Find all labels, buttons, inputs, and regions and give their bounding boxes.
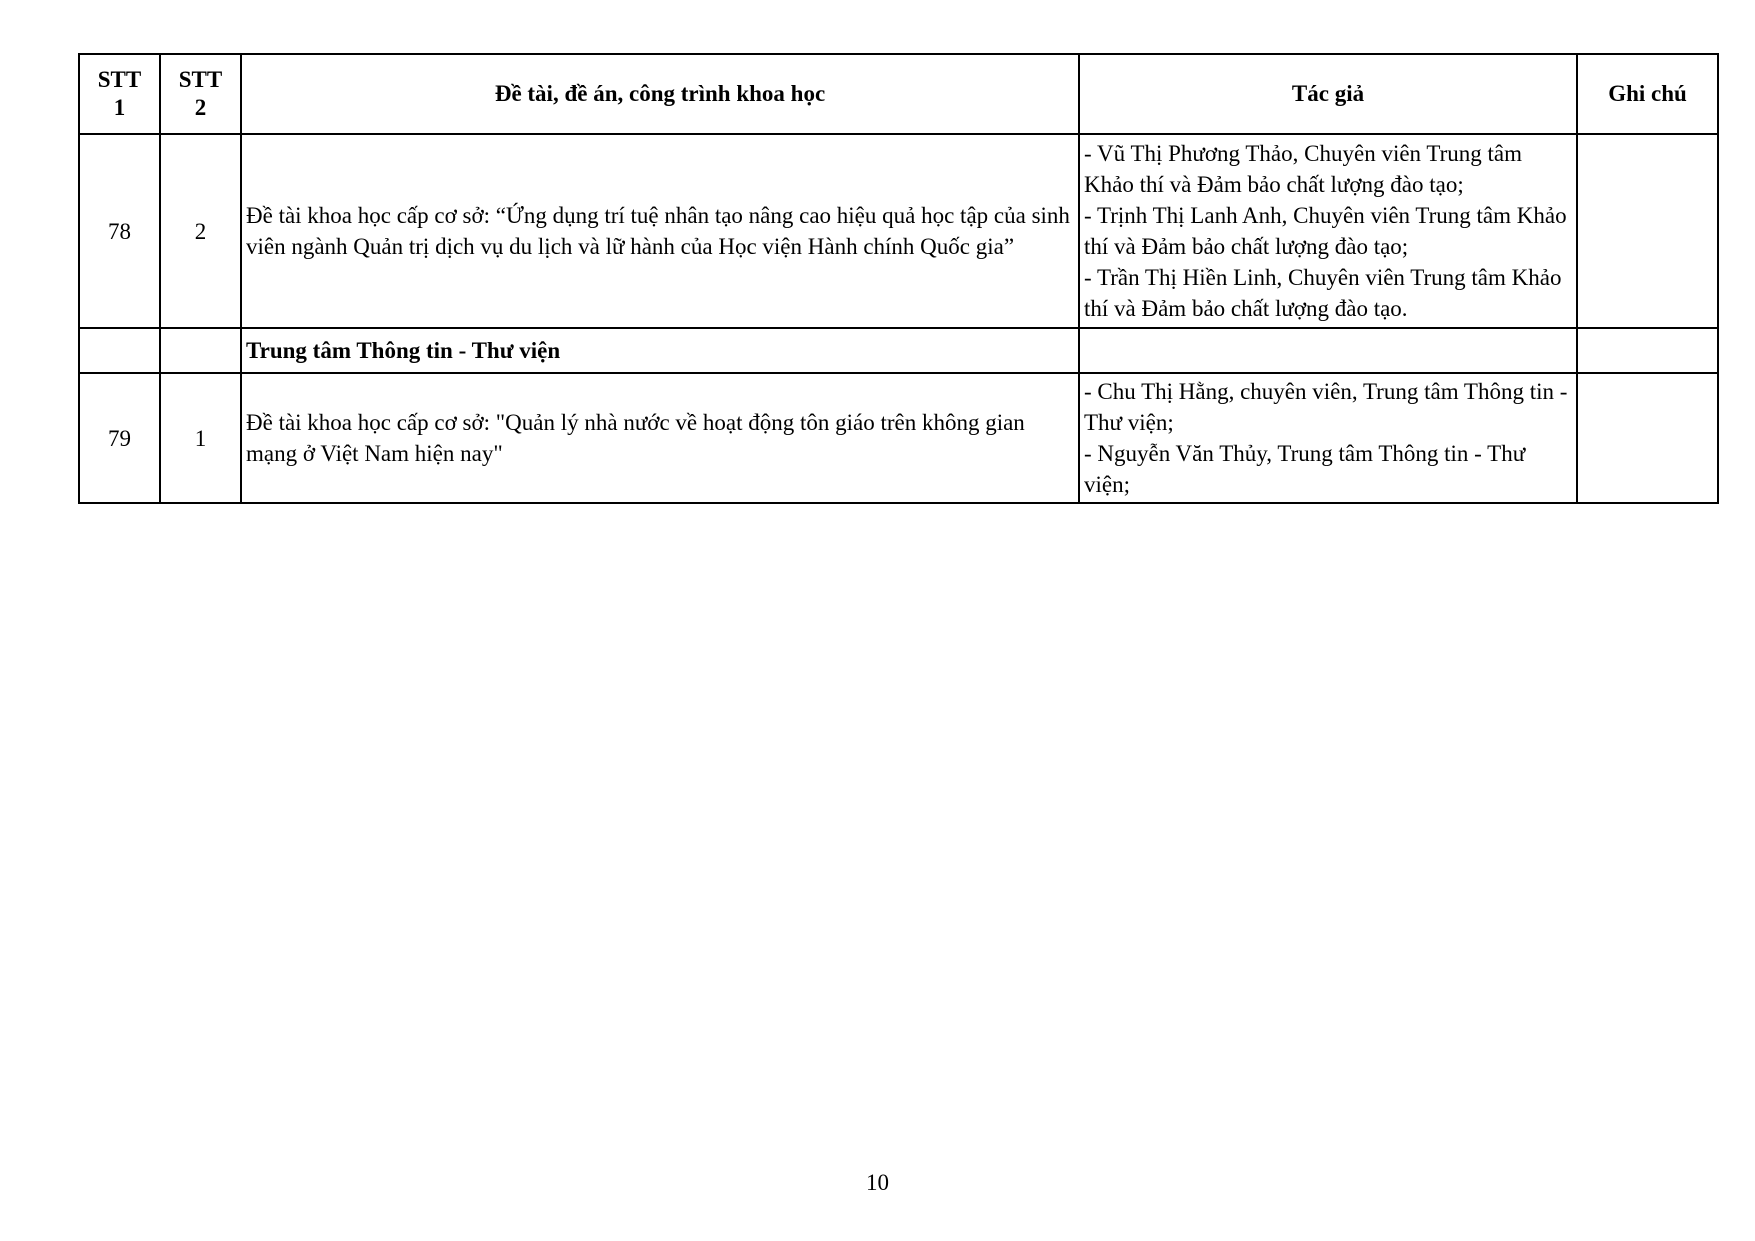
section-title: Trung tâm Thông tin - Thư viện bbox=[241, 328, 1079, 373]
header-stt2-line1: STT bbox=[178, 67, 223, 92]
cell-topic: Đề tài khoa học cấp cơ sở: "Quản lý nhà nước về hoạt động tôn giáo trên không gian mạng ở Việt Nam hiện nay" bbox=[241, 373, 1079, 503]
header-authors: Tác giả bbox=[1079, 54, 1577, 134]
cell-stt2-empty bbox=[160, 328, 241, 373]
author-entry: - Trịnh Thị Lanh Anh, Chuyên viên Trung tâm Khảo thí và Đảm bảo chất lượng đào tạo; bbox=[1084, 203, 1567, 259]
cell-notes bbox=[1577, 373, 1718, 503]
cell-stt1: 78 bbox=[79, 134, 160, 328]
cell-authors bbox=[1079, 134, 1577, 328]
cell-stt2: 1 bbox=[160, 373, 241, 503]
header-stt1-line2: 1 bbox=[113, 95, 126, 120]
page-number: 10 bbox=[866, 1170, 889, 1195]
header-stt1-line1: STT bbox=[97, 67, 142, 92]
header-stt2-line2: 2 bbox=[194, 95, 207, 120]
cell-notes-empty bbox=[1577, 328, 1718, 373]
author-entry: - Trần Thị Hiền Linh, Chuyên viên Trung tâm Khảo thí và Đảm bảo chất lượng đào tạo. bbox=[1084, 265, 1562, 321]
cell-stt2: 2 bbox=[160, 134, 241, 328]
cell-notes bbox=[1577, 134, 1718, 328]
cell-stt1: 79 bbox=[79, 373, 160, 503]
header-topic: Đề tài, đề án, công trình khoa học bbox=[241, 54, 1079, 134]
header-stt1 bbox=[79, 54, 160, 134]
cell-topic: Đề tài khoa học cấp cơ sở: “Ứng dụng trí tuệ nhân tạo nâng cao hiệu quả học tập của sinh viên ngành Quản trị dịch vụ du lịch và lữ hành của Học viện Hành chính Quốc gia” bbox=[241, 134, 1079, 328]
table-row bbox=[79, 373, 1718, 503]
author-entry: - Chu Thị Hằng, chuyên viên, Trung tâm Thông tin - Thư viện; bbox=[1084, 379, 1568, 435]
cell-stt1-empty bbox=[79, 328, 160, 373]
author-entry: - Nguyễn Văn Thủy, Trung tâm Thông tin - Thư viện; bbox=[1084, 441, 1526, 497]
header-stt2 bbox=[160, 54, 241, 134]
table-row bbox=[79, 134, 1718, 328]
author-entry: - Vũ Thị Phương Thảo, Chuyên viên Trung tâm Khảo thí và Đảm bảo chất lượng đào tạo; bbox=[1084, 141, 1523, 197]
table-header-row bbox=[79, 54, 1718, 134]
research-table bbox=[78, 53, 1719, 504]
cell-authors bbox=[1079, 373, 1577, 503]
section-row bbox=[79, 328, 1718, 373]
cell-authors-empty bbox=[1079, 328, 1577, 373]
header-notes: Ghi chú bbox=[1577, 54, 1718, 134]
